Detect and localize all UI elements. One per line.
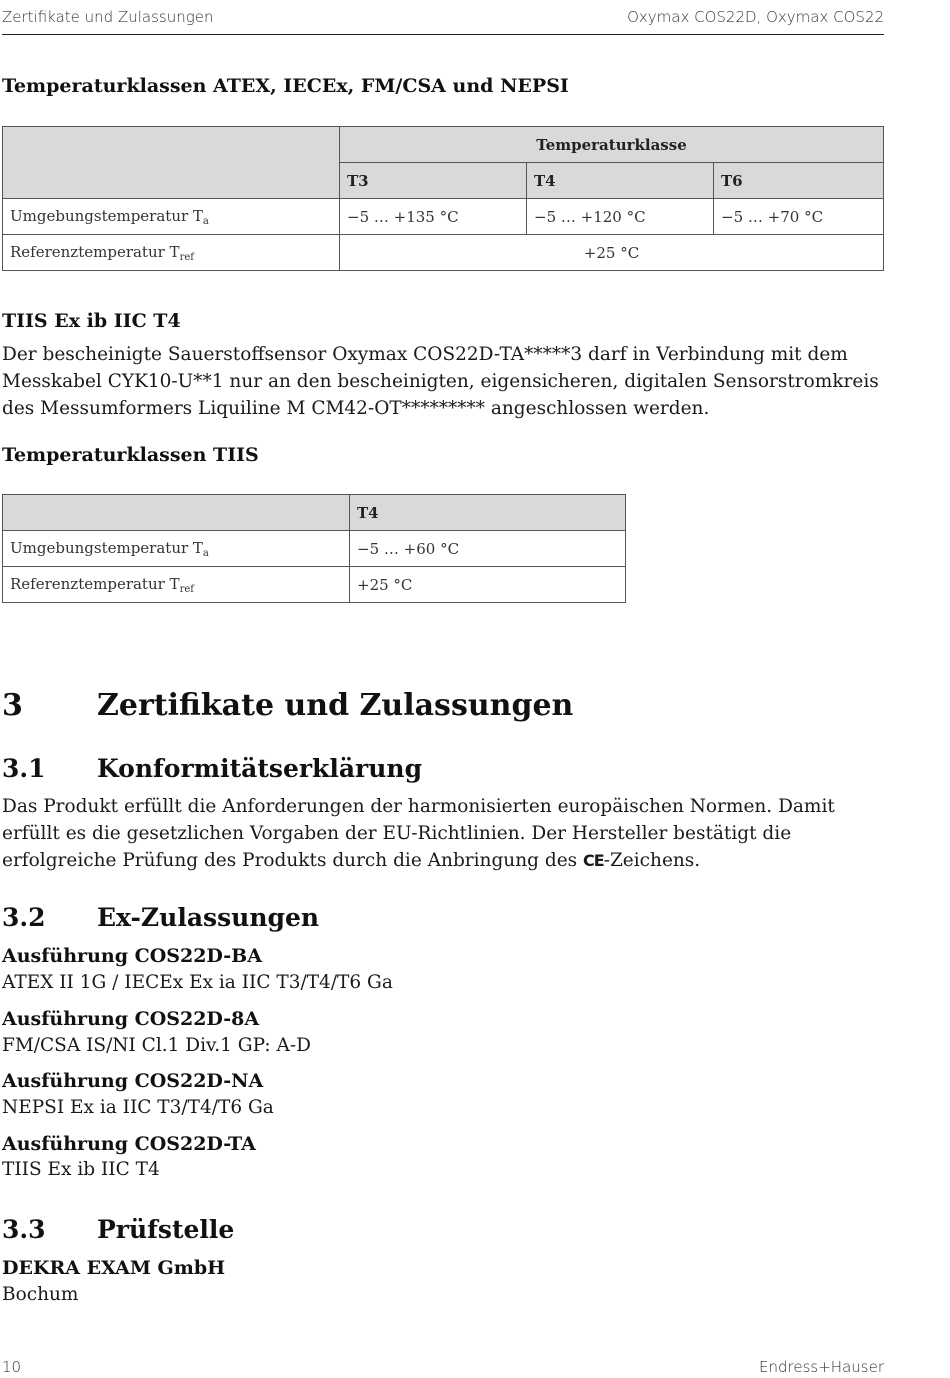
table1-cell-reference: +25 °C (340, 235, 884, 271)
approval-title: Ausführung COS22D-BA (2, 945, 262, 967)
tiis-heading: TIIS Ex ib IIC T4 (2, 310, 181, 332)
approval-text: TIIS Ex ib IIC T4 (2, 1159, 160, 1180)
approval-text: FM/CSA IS/NI Cl.1 Div.1 GP: A-D (2, 1035, 311, 1056)
table1-col-t3: T3 (340, 163, 527, 199)
approval-title: Ausführung COS22D-TA (2, 1133, 256, 1155)
table1-col-t6: T6 (714, 163, 884, 199)
approval-title: Ausführung COS22D-NA (2, 1070, 264, 1092)
section-3-2-heading: 3.2 Ex-Zulassungen (2, 903, 320, 932)
table2-row-label-reference: Referenztemperatur $T_{ref}$ (3, 567, 350, 603)
testing-body-city: Bochum (2, 1284, 79, 1305)
table1-col-t4: T4 (527, 163, 714, 199)
page-footer (2, 1358, 884, 1376)
table2-col-t4: T4 (350, 495, 626, 531)
page-header (2, 6, 884, 35)
tiis-temperature-table (2, 494, 626, 603)
table2-row-label-ambient: Umgebungstemperatur $T_a$ (3, 531, 350, 567)
testing-body-name: DEKRA EXAM GmbH (2, 1257, 226, 1279)
table2-empty-header (3, 495, 350, 531)
approval-text: NEPSI Ex ia IIC T3/T4/T6 Ga (2, 1097, 274, 1118)
footer-brand: Endress+Hauser (759, 1358, 884, 1376)
approval-title: Ausführung COS22D-8A (2, 1008, 260, 1030)
table1-group-header: Temperaturklasse (340, 127, 884, 163)
table2-cell: +25 °C (350, 567, 626, 603)
section-3-1-paragraph: Das Produkt erfüllt die Anforderungen der harmonisierten europäischen Normen. Damit erfüllt es die gesetzlichen Vorgaben der EU-Richtlinien. Der Hersteller bestätigt die erfolgreiche Prüfung des Produkts durch die Anbringung des CE-Zeichens. (2, 796, 835, 871)
table1-row-label-ambient: Umgebungstemperatur $T_a$ (3, 199, 340, 235)
section-3-3-heading: 3.3 Prüfstelle (2, 1215, 235, 1244)
table1-cell: −5 … +120 °C (527, 199, 714, 235)
page-number: 10 (2, 1358, 22, 1376)
ce-mark-icon: CE (583, 851, 604, 870)
chapter-heading: 3 Zertifikate und Zulassungen (2, 688, 574, 723)
table2-cell: −5 … +60 °C (350, 531, 626, 567)
header-product-name: Oxymax COS22D, Oxymax COS22 (627, 8, 884, 26)
approval-text: ATEX II 1G / IECEx Ex ia IIC T3/T4/T6 Ga (2, 972, 393, 993)
table1-cell: −5 … +135 °C (340, 199, 527, 235)
section-3-1-heading: 3.1 Konformitätserklärung (2, 754, 423, 783)
tiis-paragraph: Der bescheinigte Sauerstoffsensor Oxymax COS22D-TA*****3 darf in Verbindung mit dem Messkabel CYK10-U**1 nur an den bescheinigten, eigensicheren, digitalen Sensorstromkreis des Messumformers Liquiline M CM42-OT********* angeschlossen werden. (2, 344, 879, 419)
header-section-title: Zertifikate und Zulassungen (2, 8, 214, 26)
table1-title: Temperaturklassen ATEX, IECEx, FM/CSA und NEPSI (2, 75, 569, 97)
temperature-class-table (2, 126, 884, 271)
table2-title: Temperaturklassen TIIS (2, 444, 259, 466)
table1-empty-header (3, 127, 340, 199)
table1-row-label-reference: Referenztemperatur $T_{ref}$ (3, 235, 340, 271)
table1-cell: −5 … +70 °C (714, 199, 884, 235)
